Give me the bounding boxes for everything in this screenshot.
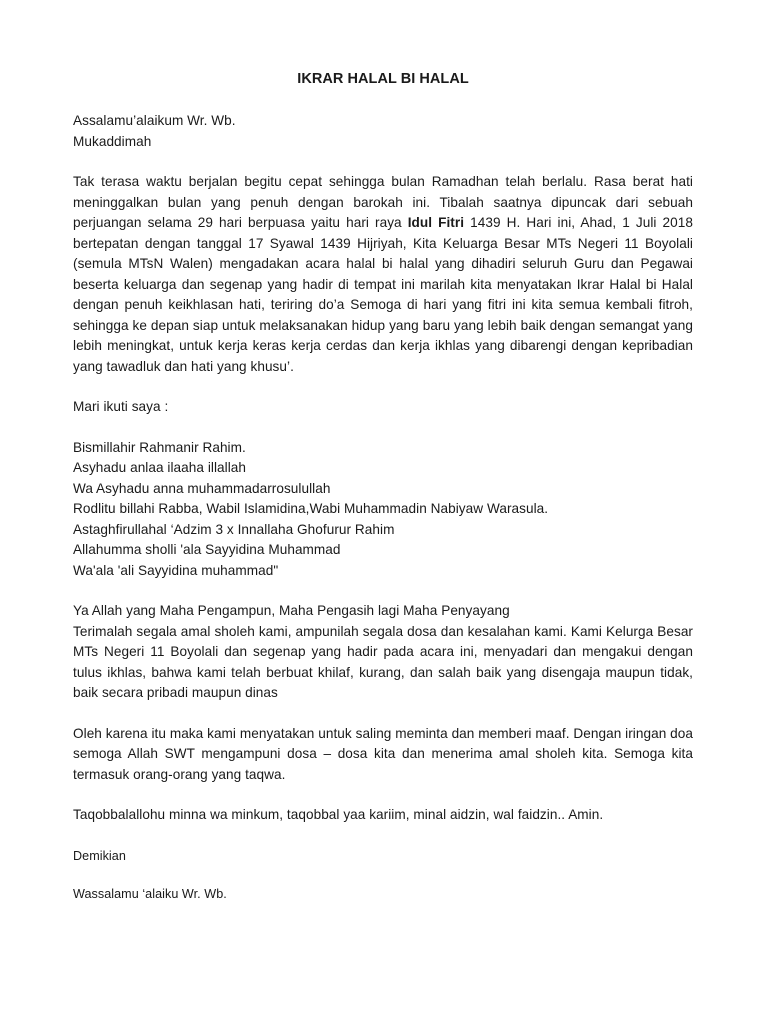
- spacer: [73, 581, 693, 601]
- pledge-line: Bismillahir Rahmanir Rahim.: [73, 439, 246, 455]
- apology-paragraph: Oleh karena itu maka kami menyatakan untuk saling meminta dan memberi maaf. Dengan iringan doa semoga Allah SWT mengampuni dosa – dosa kita dan menerima amal sholeh kita. Semoga kita termasuk orang-orang yang taqwa.: [73, 725, 693, 782]
- spacer: [73, 152, 693, 172]
- pledge-line: Wa Asyhadu anna muhammadarrosulullah: [73, 480, 331, 496]
- pledge-line: Asyhadu anlaa ilaaha illallah: [73, 460, 247, 475]
- greeting: Assalamu’alaikum Wr. Wb.: [73, 113, 236, 128]
- intro-text-start: Tak terasa waktu berjalan begitu cepat sehingga bulan Ramadhan telah berlalu. Rasa berat hati meninggalkan bulan yang penuh dengan barokah ini. Tibalah saatnya dipuncak dari sebuah perjuangan selama 29 hari berpuasa yaitu hari raya: [73, 174, 693, 230]
- document-title: IKRAR HALAL BI HALAL: [297, 71, 469, 87]
- intro-bold-idul-fitri: Idul Fitri: [407, 215, 465, 230]
- pledge-line: Astaghfirullahal ‘Adzim 3 x Innallaha Ghofurur Rahim: [73, 521, 395, 537]
- closing-wish: Taqobbalallohu minna wa minkum, taqobbal yaa kariim, minal aidzin, wal faidzin.. Amin.: [73, 807, 604, 822]
- pledge-line: Wa'ala 'ali Sayyidina muhammad": [73, 562, 279, 578]
- spacer: [73, 418, 693, 438]
- spacer: [73, 704, 693, 724]
- pledge-line: Allahumma sholli 'ala Sayyidina Muhammad: [73, 542, 341, 557]
- intro-paragraph: [73, 172, 693, 377]
- spacer: [73, 377, 693, 397]
- prayer-paragraph: Terimalah segala amal sholeh kami, ampunilah segala dosa dan kesalahan kami. Kami Kelurga Besar MTs Negeri 11 Boyolali dan segenap yang hadir pada acara ini, menyadari dan mengakui dengan tulus ikhlas, bahwa kami telah berbuat khilaf, kurang, dan salah baik yang disengaja maupun tidak, baik secara pribadi maupun dinas: [73, 623, 693, 700]
- demikian-line: Demikian: [73, 848, 126, 863]
- intro-text-end: 1439 H. Hari ini, Ahad, 1 Juli 2018 bertepatan dengan tanggal 17 Syawal 1439 Hijriyah, Kita Keluarga Besar MTs Negeri 11 Boyolali (semula MTsN Walen) mengadakan acara halal bi halal yang dihadiri seluruh Guru dan Pegawai beserta keluarga dan segenap yang hadir di tempat ini marilah kita menyatakan Ikrar Halal bi Halal dengan penuh keikhlasan hati, teriring do’a Semoga di hari yang fitri ini kita semua kembali fitroh, sehingga ke depan siap untuk melaksanakan hidup yang baru yang lebih baik dengan semangat yang lebih meningkat, untuk kerja keras kerja cerdas dan kerja ikhlas yang dibarengi dengan kepribadian yang tawadluk dan hati yang khusu’.: [73, 215, 693, 374]
- pledge-line: Rodlitu billahi Rabba, Wabil Islamidina,Wabi Muhammadin Nabiyaw Warasula.: [73, 501, 549, 516]
- document-body: [73, 69, 693, 905]
- subheading-mukaddimah: Mukaddimah: [73, 133, 152, 149]
- farewell-line: Wassalamu ‘alaiku Wr. Wb.: [73, 887, 227, 901]
- invite-line: Mari ikuti saya :: [73, 399, 169, 414]
- spacer: [73, 826, 693, 846]
- spacer: [73, 866, 693, 884]
- prayer-heading: Ya Allah yang Maha Pengampun, Maha Pengasih lagi Maha Penyayang: [73, 603, 510, 618]
- spacer: [73, 785, 693, 805]
